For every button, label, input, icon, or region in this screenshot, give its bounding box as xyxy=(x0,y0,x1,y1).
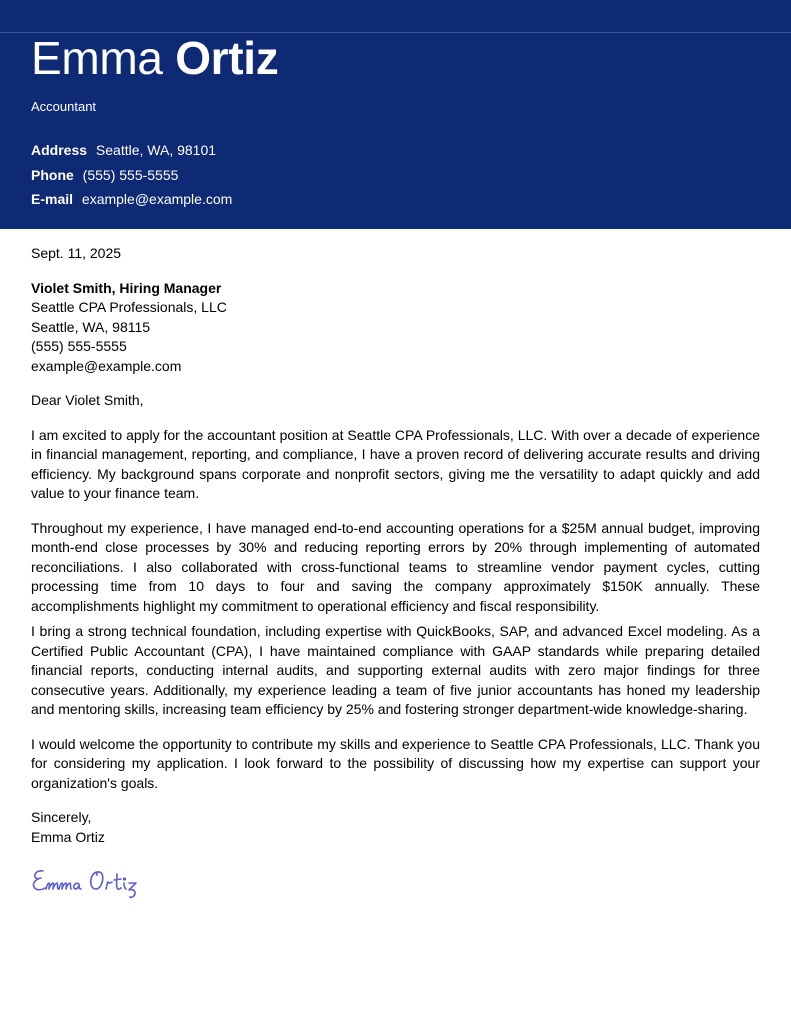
sender-name: Emma Ortiz xyxy=(31,828,105,845)
contact-label: Phone xyxy=(31,166,74,183)
contact-label: E-mail xyxy=(31,191,74,207)
recipient-block xyxy=(31,279,760,377)
body-paragraph: I bring a strong technical foundation, including expertise with QuickBooks, SAP, and advanced Excel modeling. As a Certified Public Accountant (CPA), I have maintained compliance with GAAP standards while preparing detailed financial reports, conducting internal audits, and supporting external audits with zero major findings for three consecutive years. Additionally, my experience leading a team of five junior accountants has honed my leadership and mentoring skills, increasing team efficiency by 25% and fostering stronger department-wide knowledge-sharing. xyxy=(31,623,760,717)
contact-email xyxy=(31,189,232,214)
last-name: Ortiz xyxy=(175,32,279,84)
contact-phone xyxy=(31,165,232,190)
first-name: Emma xyxy=(31,32,163,84)
contact-value: (555) 555-5555 xyxy=(82,166,179,183)
recipient-name: Violet Smith, Hiring Manager xyxy=(31,279,222,296)
contact-label: Address xyxy=(31,142,88,158)
applicant-name xyxy=(31,30,278,86)
greeting: Dear Violet Smith, xyxy=(31,392,144,408)
job-title: Accountant xyxy=(31,99,97,114)
closing: Sincerely, xyxy=(31,809,92,825)
contact-value: Seattle, WA, 98101 xyxy=(95,142,217,158)
contact-value: example@example.com xyxy=(81,191,233,207)
letter-date: Sept. 11, 2025 xyxy=(31,245,122,261)
recipient-city: Seattle, WA, 98115 xyxy=(31,318,151,335)
header-banner xyxy=(0,0,791,229)
body-paragraph: Throughout my experience, I have managed end-to-end accounting operations for a $25M annual budget, improving month-end close processes by 30% and reducing reporting errors by 20% through implementing of automated reconciliations. I also collaborated with cross-functional teams to streamline vendor payment cycles, cutting processing time from 10 days to four and saving the company approximately $150K annually. These accomplishments highlight my commitment to operational efficiency and fiscal responsibility. xyxy=(31,519,760,614)
body-paragraph: I would welcome the opportunity to contribute my skills and experience to Seattle CPA Professionals, LLC. Thank you for considering my application. I look forward to the possibility of discussing how my expertise can support your organization's goals. xyxy=(31,735,760,791)
recipient-phone: (555) 555-5555 xyxy=(31,338,127,354)
letter-body xyxy=(31,244,760,847)
signature-image xyxy=(31,862,161,902)
contact-info xyxy=(31,140,232,214)
recipient-email: example@example.com xyxy=(31,357,182,374)
contact-address xyxy=(31,140,232,165)
recipient-company: Seattle CPA Professionals, LLC xyxy=(31,299,227,315)
body-paragraph: I am excited to apply for the accountant position at Seattle CPA Professionals, LLC. With over a decade of experience in financial management, reporting, and compliance, I have a proven record of delivering accurate results and driving efficiency. My background spans corporate and nonprofit sectors, giving me the versatility to adapt quickly and add value to your finance team. xyxy=(31,426,760,501)
signature xyxy=(31,862,161,907)
